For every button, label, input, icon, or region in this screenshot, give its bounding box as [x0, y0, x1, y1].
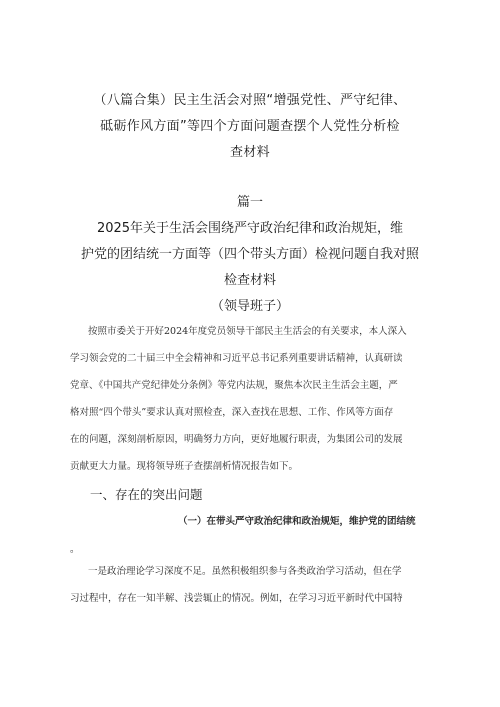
intro-line: 格对照“四个带头”要求认真对照检查，深入查找在思想、工作、作风等方面存: [70, 407, 394, 418]
heading-level-2-tail: 。: [70, 544, 80, 555]
subtitle-line: 检查材料: [223, 273, 276, 288]
part-label: 篇一: [236, 195, 263, 210]
intro-line: 在的问题，深刻剖析原因，明确努力方向，更好地履行职责，为集团公司的发展: [70, 434, 403, 445]
title-line: （八篇合集）民主生活会对照“增强党性、严守纪律、: [93, 93, 407, 108]
intro-line: 贡献更大力量。现将领导班子查摆剖析情况报告如下。: [70, 461, 299, 472]
body-paragraph: [70, 558, 418, 612]
section-header: [60, 190, 440, 320]
body-line: 习过程中，存在一知半解、浅尝辄止的情况。例如，在学习习近平新时代中国特: [70, 593, 403, 604]
body-line: 一是政治理论学习深度不足。虽然积极组织参与各类政治学习活动，但在学: [88, 566, 402, 577]
intro-paragraph: [70, 318, 418, 480]
heading-level-2: （一）在带头严守政治纪律和政治规矩，维护党的团结统: [178, 516, 416, 527]
intro-line: 学习领会党的二十届三中全会精神和习近平总书记系列重要讲话精神，认真研读: [70, 353, 403, 364]
title-line: 砥砺作风方面”等四个方面问题查摆个人党性分析检: [100, 119, 400, 134]
document-title: [60, 88, 440, 166]
subtitle-note: （领导班子）: [210, 299, 289, 314]
subtitle-line: 2025年关于生活会围绕严守政治纪律和政治规矩，维: [96, 221, 404, 236]
title-line: 查材料: [230, 145, 270, 160]
intro-line: 按照市委关于开好2024年度党员领导干部民主生活会的有关要求，本人深入: [88, 326, 407, 337]
heading-level-1: 一、存在的突出问题: [90, 487, 203, 502]
subtitle-line: 护党的团结统一方面等（四个带头方面）检视问题自我对照: [80, 247, 419, 262]
intro-line: 党章、《中国共产党纪律处分条例》等党内法规，聚焦本次民主生活会主题，严: [70, 380, 398, 391]
